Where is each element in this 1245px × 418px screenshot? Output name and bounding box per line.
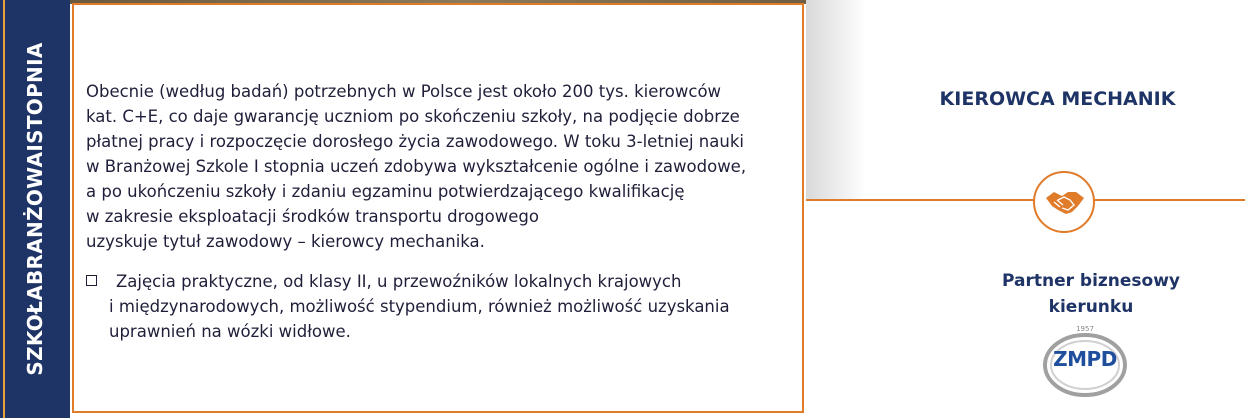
paragraph-line: a po ukończeniu szkoły i zdaniu egzaminu potwierdzającego kwalifikację (86, 182, 685, 201)
paragraph-line: kat. C+E, co daje gwarancję uczniom po skończeniu szkoły, na podjęcie dobrze (86, 107, 740, 126)
bullet-line: uprawnień na wózki widłowe. (109, 322, 351, 341)
paragraph-line: w zakresie eksploatacji środków transportu drogowego (86, 207, 539, 226)
bullet-item (84, 269, 804, 344)
paragraph-line: Obecnie (według badań) potrzebnych w Polsce jest około 200 tys. kierowców (86, 82, 722, 101)
right-panel-shade (806, 0, 866, 200)
partner-line: kierunku (1048, 297, 1134, 317)
bullet-line: Zajęcia praktyczne, od klasy II, u przewoźników lokalnych krajowych (116, 272, 682, 291)
content-box (72, 3, 804, 413)
side-band-accent-line (3, 0, 5, 418)
partner-label (960, 268, 1222, 320)
paragraph-line: uzyskuje tytuł zawodowy – kierowcy mechanika. (86, 232, 485, 251)
side-label: SZKOŁABRANŻOWAISTOPNIA (23, 42, 47, 376)
handshake-badge (1033, 171, 1095, 233)
checkbox-bullet-icon (86, 275, 97, 286)
logo-year: 1957 (1076, 325, 1094, 333)
course-title: KIEROWCA MECHANIK (939, 88, 1176, 110)
partner-line: Partner biznesowy (1001, 271, 1181, 291)
right-divider-line (806, 199, 1245, 201)
bullet-line: i międzynarodowych, możliwość stypendium, również możliwość uzyskania (109, 297, 730, 316)
handshake-icon (1044, 188, 1086, 216)
description-paragraph (86, 79, 806, 254)
paragraph-line: płatnej pracy i rozpoczęcie dorosłego życia zawodowego. W toku 3-letniej nauki (86, 132, 744, 151)
paragraph-line: w Branżowej Szkole I stopnia uczeń zdobywa wykształcenie ogólne i zawodowe, (86, 157, 747, 176)
side-band (0, 0, 70, 418)
logo-text: ZMPD (1053, 347, 1117, 371)
